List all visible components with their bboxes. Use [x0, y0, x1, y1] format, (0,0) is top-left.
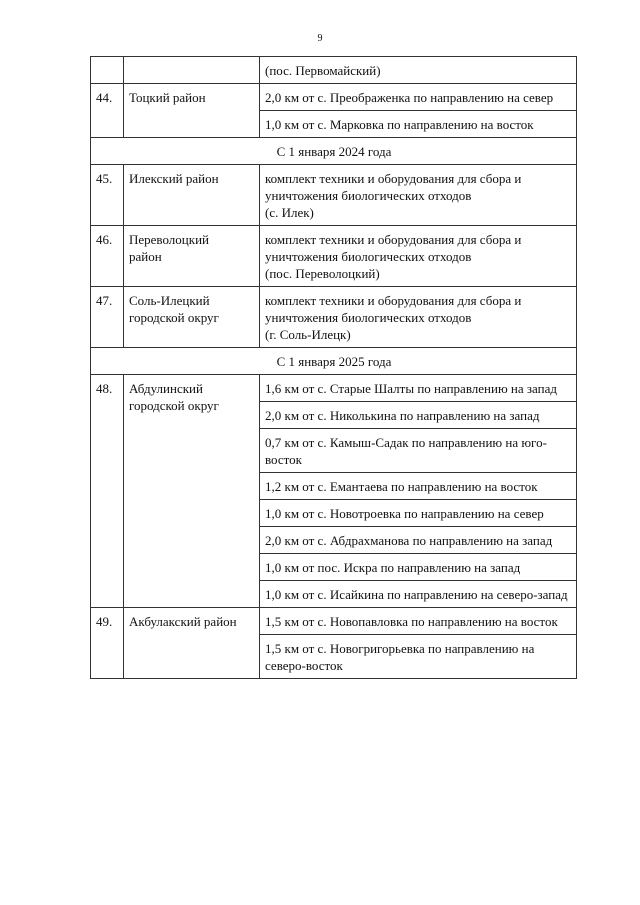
location-line: комплект техники и оборудования для сбора и	[265, 293, 522, 308]
location-cell: 1,5 км от с. Новопавловка по направлению на восток	[260, 608, 577, 635]
district-name: Акбулакский район	[124, 608, 260, 679]
location-cell: 2,0 км от с. Преображенка по направлению на север	[260, 84, 577, 111]
location-cell: 1,0 км от с. Исайкина по направлению на северо-запад	[260, 581, 577, 608]
location-cell	[260, 165, 577, 226]
row-number: 45.	[91, 165, 124, 226]
district-cell	[124, 57, 260, 84]
location-line: уничтожения биологических отходов	[265, 188, 472, 203]
row-number: 47.	[91, 287, 124, 348]
district-name	[124, 226, 260, 287]
district-name	[124, 287, 260, 348]
district-line: Соль-Илецкий	[129, 293, 210, 308]
row-number: 48.	[91, 375, 124, 608]
district-line: Абдулинский	[129, 381, 203, 396]
location-cell	[260, 226, 577, 287]
location-cell: 1,5 км от с. Новогригорьевка по направлению на северо-восток	[260, 635, 577, 679]
section-row	[91, 348, 577, 375]
locations-table	[90, 56, 577, 679]
location-line: (с. Илек)	[265, 205, 314, 220]
location-line: комплект техники и оборудования для сбора и	[265, 232, 522, 247]
row-number-cell	[91, 57, 124, 84]
row-number: 46.	[91, 226, 124, 287]
district-line: Переволоцкий	[129, 232, 209, 247]
location-cell	[260, 287, 577, 348]
table-row	[91, 57, 577, 84]
location-line: уничтожения биологических отходов	[265, 310, 472, 325]
location-line: (пос. Переволоцкий)	[265, 266, 380, 281]
district-name	[124, 375, 260, 608]
row-number: 49.	[91, 608, 124, 679]
location-cell: 2,0 км от с. Абдрахманова по направлению на запад	[260, 527, 577, 554]
table-row	[91, 375, 577, 402]
section-heading: С 1 января 2024 года	[91, 138, 577, 165]
location-cell: 1,0 км от с. Марковка по направлению на восток	[260, 111, 577, 138]
district-line: район	[129, 249, 162, 264]
table-row	[91, 226, 577, 287]
district-line: городской округ	[129, 398, 219, 413]
location-cell: 1,2 км от с. Емантаева по направлению на восток	[260, 473, 577, 500]
table-row	[91, 287, 577, 348]
location-cell: 1,0 км от пос. Искра по направлению на запад	[260, 554, 577, 581]
location-cell: 2,0 км от с. Николькина по направлению на запад	[260, 402, 577, 429]
location-line: комплект техники и оборудования для сбора и	[265, 171, 522, 186]
section-heading: С 1 января 2025 года	[91, 348, 577, 375]
location-line: (г. Соль-Илецк)	[265, 327, 351, 342]
location-cell: 1,0 км от с. Новотроевка по направлению на север	[260, 500, 577, 527]
location-cell: (пос. Первомайский)	[260, 57, 577, 84]
section-row	[91, 138, 577, 165]
table-row	[91, 608, 577, 635]
location-line: уничтожения биологических отходов	[265, 249, 472, 264]
table-row	[91, 84, 577, 111]
location-cell: 1,6 км от с. Старые Шалты по направлению на запад	[260, 375, 577, 402]
district-name: Илекский район	[124, 165, 260, 226]
district-name: Тоцкий район	[124, 84, 260, 138]
table-row	[91, 165, 577, 226]
district-line: городской округ	[129, 310, 219, 325]
page-number: 9	[317, 33, 323, 44]
location-cell: 0,7 км от с. Камыш-Садак по направлению на юго-восток	[260, 429, 577, 473]
row-number: 44.	[91, 84, 124, 138]
